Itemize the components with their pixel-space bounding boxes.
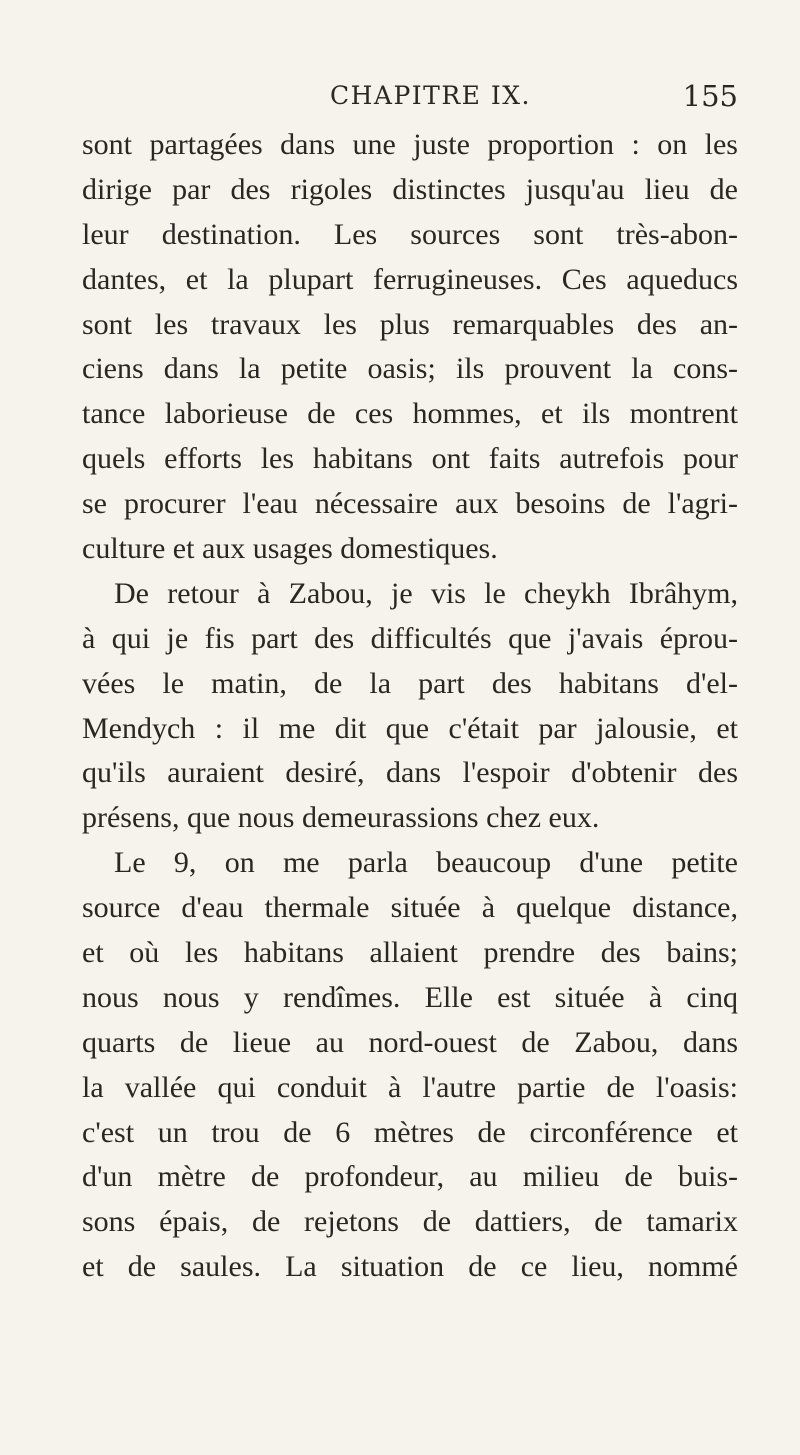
paragraph-end-line: présens, que nous demeurassions chez eux.: [82, 801, 600, 835]
body-text: [82, 123, 738, 1290]
text-line: à qui je fis part des difficultés que j'avais éprou-: [82, 621, 738, 655]
text-line: Mendych : il me dit que c'était par jalousie, et: [82, 711, 738, 745]
running-head: [82, 76, 738, 116]
text-line: ciens dans la petite oasis; ils prouvent la cons-: [82, 352, 738, 386]
text-line: sons épais, de rejetons de dattiers, de tamarix: [82, 1205, 738, 1239]
text-line: se procurer l'eau nécessaire aux besoins de l'agri-: [82, 487, 738, 521]
paragraph-end-line: culture et aux usages domestiques.: [82, 532, 498, 566]
text-line: quels efforts les habitans ont faits autrefois pour: [82, 442, 738, 476]
text-line: dirige par des rigoles distinctes jusqu'au lieu de: [82, 172, 738, 206]
text-line: leur destination. Les sources sont très-abon-: [82, 217, 738, 251]
text-line: sont les travaux les plus remarquables des an-: [82, 307, 738, 341]
text-line: d'un mètre de profondeur, au milieu de buis-: [82, 1160, 738, 1194]
page-number: 155: [682, 79, 738, 113]
text-line: la vallée qui conduit à l'autre partie de l'oasis:: [82, 1070, 738, 1104]
chapter-heading: CHAPITRE IX.: [330, 81, 531, 110]
text-line: quarts de lieue au nord-ouest de Zabou, dans: [82, 1025, 738, 1059]
text-line: vées le matin, de la part des habitans d'el-: [82, 666, 738, 700]
text-line: tance laborieuse de ces hommes, et ils montrent: [82, 397, 738, 431]
text-line: et où les habitans allaient prendre des bains;: [82, 936, 738, 970]
paragraph-start-line: De retour à Zabou, je vis le cheykh Ibrâhym,: [114, 576, 738, 610]
text-line: dantes, et la plupart ferrugineuses. Ces aqueducs: [82, 262, 738, 296]
paragraph-start-line: Le 9, on me parla beaucoup d'une petite: [114, 846, 738, 880]
text-line: et de saules. La situation de ce lieu, nommé: [82, 1250, 738, 1284]
text-line: c'est un trou de 6 mètres de circonférence et: [82, 1115, 738, 1149]
text-line: source d'eau thermale située à quelque distance,: [82, 891, 738, 925]
text-line: sont partagées dans une juste proportion : on les: [82, 128, 738, 161]
text-line: qu'ils auraient desiré, dans l'espoir d'obtenir des: [82, 756, 738, 790]
text-line: nous nous y rendîmes. Elle est située à cinq: [82, 980, 738, 1014]
